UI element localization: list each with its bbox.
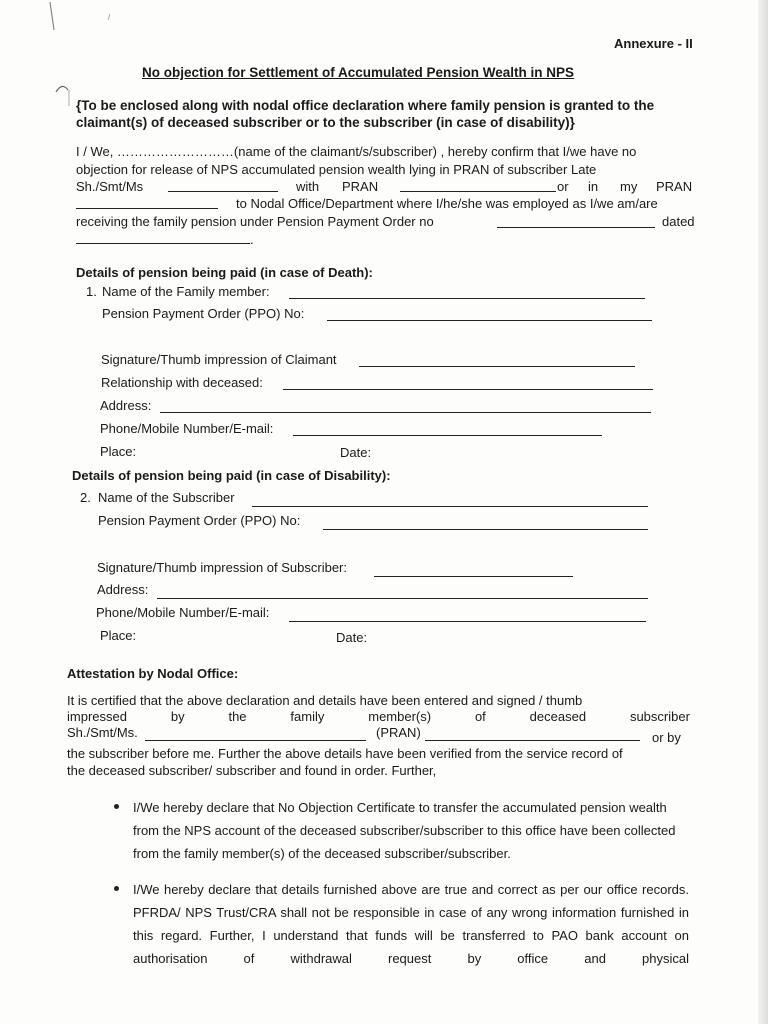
attestation-or-by: or by: [652, 730, 681, 745]
intro-salutation: Sh./Smt/Ms: [76, 179, 144, 194]
attestation-heading: Attestation by Nodal Office:: [67, 666, 239, 681]
death-item-number: 1.: [86, 284, 97, 299]
death-place-label: Place:: [100, 444, 137, 459]
attestation-word: family: [290, 709, 325, 724]
attestation-word: impressed: [67, 709, 127, 724]
attestation-salutation: Sh./Smt/Ms.: [67, 725, 138, 740]
disability-address-label: Address:: [97, 582, 149, 597]
claimant-signature-field[interactable]: [359, 366, 635, 367]
intro-or: or: [557, 179, 569, 194]
disability-place-label: Place:: [100, 628, 137, 643]
subscriber-name-field[interactable]: [252, 506, 648, 507]
disability-contact-label: Phone/Mobile Number/E-mail:: [96, 605, 270, 620]
bullet-2: [114, 886, 119, 891]
attestation-word: of: [474, 709, 486, 724]
attestation-pran: (PRAN): [376, 725, 421, 740]
death-section-heading: Details of pension being paid (in case of Death):: [76, 265, 373, 280]
subscriber-signature-field[interactable]: [374, 576, 573, 577]
disability-contact-field[interactable]: [289, 621, 646, 622]
intro-line-5: receiving the family pension under Pension Payment Order no: [76, 214, 434, 229]
relationship-label: Relationship with deceased:: [101, 375, 263, 390]
family-member-name-field[interactable]: [289, 298, 645, 299]
enclosure-note: {To be enclosed along with nodal office declaration where family pension is granted to the claimant(s) of deceased subscriber or to the subscriber (in case of disability)}: [76, 98, 655, 130]
death-contact-label: Phone/Mobile Number/E-mail:: [100, 421, 274, 436]
death-ppo-label: Pension Payment Order (PPO) No:: [102, 306, 305, 321]
intro-line-1: I / We, ………………………(name of the claimant/s/subscriber) , hereby confirm that I/we have no: [76, 144, 637, 159]
intro-dated: dated: [662, 214, 695, 229]
relationship-field[interactable]: [283, 389, 653, 390]
ppo-number-field[interactable]: [497, 227, 655, 228]
attested-pran-field[interactable]: [425, 740, 640, 741]
attestation-word: by: [170, 709, 185, 724]
intro-period: .: [250, 232, 254, 247]
intro-pran-2: PRAN: [656, 179, 693, 194]
deceased-name-field[interactable]: [168, 191, 278, 192]
disability-date-label: Date:: [336, 630, 368, 645]
ppo-date-field[interactable]: [76, 243, 250, 244]
attestation-word: the: [228, 709, 247, 724]
disability-ppo-field[interactable]: [323, 529, 648, 530]
disability-address-field[interactable]: [157, 598, 648, 599]
claimant-signature-label: Signature/Thumb impression of Claimant: [101, 352, 337, 367]
death-contact-field[interactable]: [293, 435, 602, 436]
hole-punch-mark: [54, 82, 72, 108]
attested-name-field[interactable]: [145, 740, 366, 741]
declaration-1: I/We hereby declare that No Objection Certificate to transfer the accumulated pension wealth from the NPS account of the deceased subscriber/subscriber to this office have been collected from the family member(s) of the deceased subscriber/subscriber.: [133, 800, 676, 861]
attestation-line-1: It is certified that the above declaration and details have been entered and signed / thumb: [67, 693, 583, 708]
bullet-1: [114, 804, 119, 809]
scan-mark-top-left: [20, 0, 110, 40]
declaration-2: I/We hereby declare that details furnished above are true and correct as per our office records. PFRDA/ NPS Trust/CRA shall not be responsible in case of any wrong information furnished in this regard. Further, I understand that funds will be transferred to PAO bank account on authorisation of withdrawal request by office and physical: [133, 882, 689, 966]
disability-section-heading: Details of pension being paid (in case of Disability):: [72, 468, 391, 483]
death-address-label: Address:: [100, 398, 152, 413]
attestation-line-4: the subscriber before me. Further the above details have been verified from the service record of: [67, 746, 623, 761]
attestation-word: deceased: [529, 709, 587, 724]
attestation-word: member(s): [368, 709, 432, 724]
intro-pran: PRAN: [342, 179, 379, 194]
family-member-name-label: Name of the Family member:: [102, 284, 270, 299]
disability-ppo-label: Pension Payment Order (PPO) No:: [98, 513, 301, 528]
subscriber-pran-field[interactable]: [400, 191, 556, 192]
subscriber-signature-label: Signature/Thumb impression of Subscriber:: [97, 560, 348, 575]
page-edge-shadow: [758, 0, 768, 1024]
attestation-word: subscriber: [629, 709, 690, 724]
death-ppo-field[interactable]: [327, 320, 652, 321]
intro-my: my: [620, 179, 638, 194]
attestation-line-2: [67, 708, 690, 726]
attestation-line-5: the deceased subscriber/ subscriber and found in order. Further,: [67, 763, 437, 778]
death-date-label: Date:: [340, 445, 372, 460]
claimant-pran-field[interactable]: [76, 208, 218, 209]
intro-line-4: to Nodal Office/Department where I/he/she was employed as I/we am/are: [236, 196, 658, 211]
annexure-label: Annexure - II: [614, 36, 693, 51]
death-address-field[interactable]: [160, 412, 651, 413]
subscriber-name-label: Name of the Subscriber: [98, 490, 235, 505]
intro-with: with: [296, 179, 320, 194]
intro-line-2: objection for release of NPS accumulated pension wealth lying in PRAN of subscriber Late: [76, 162, 597, 177]
disability-item-number: 2.: [80, 490, 91, 505]
page-title: No objection for Settlement of Accumulated Pension Wealth in NPS: [142, 65, 575, 80]
intro-in: in: [588, 179, 599, 194]
